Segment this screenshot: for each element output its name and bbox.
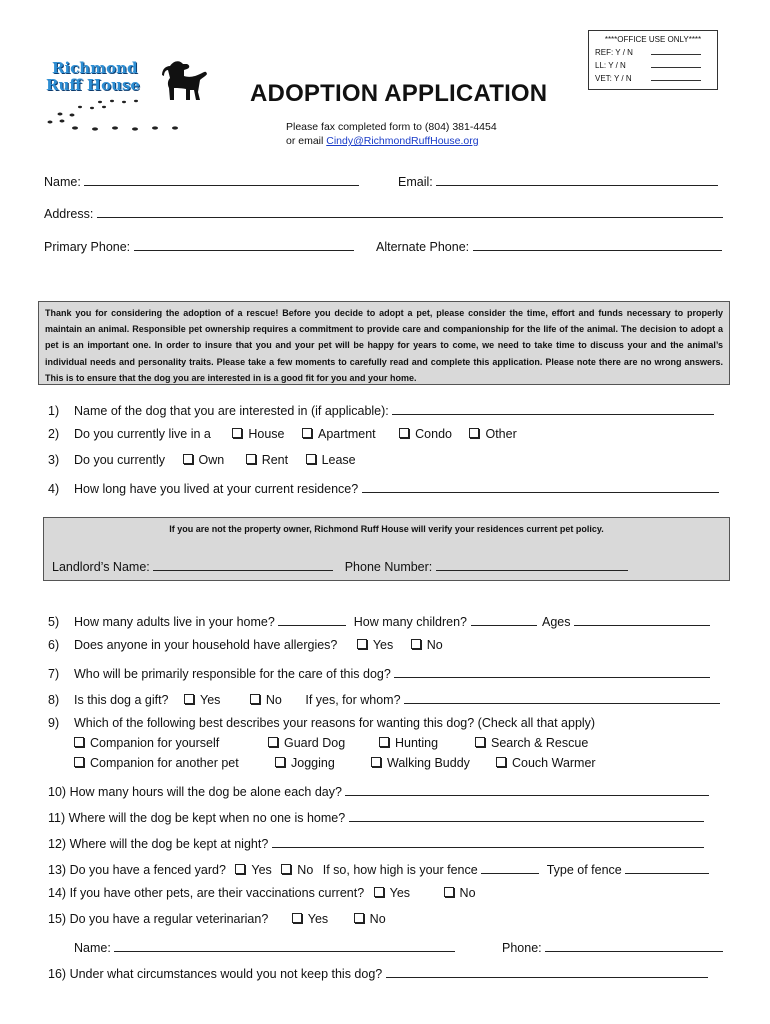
vet-name-input[interactable] [114,938,455,952]
checkbox-icon [306,454,316,464]
gift-no[interactable]: No [250,693,282,707]
question-14: 14) If you have other pets, are their vaccinations current? Yes No [48,886,476,900]
office-ll-line[interactable] [651,59,701,68]
pawprints-icon [40,98,200,138]
email-line: or email Cindy@RichmondRuffHouse.org [286,135,479,147]
question-15: 15) Do you have a regular veterinarian? Yes No [48,912,386,926]
checkbox-icon [411,639,421,649]
reason-companion-pet[interactable]: Companion for another pet [74,756,275,770]
landlord-name-input[interactable] [153,557,333,571]
kept-alone-input[interactable] [349,808,704,822]
office-vet-row: VET: Y / N [595,72,711,85]
question-12: 12) Where will the dog be kept at night? [48,834,704,851]
option-apartment[interactable]: Apartment [302,427,376,441]
checkbox-icon [302,428,312,438]
office-ref-line[interactable] [651,46,701,55]
checkbox-icon [379,737,389,747]
checkbox-icon [281,864,291,874]
checkbox-icon [184,694,194,704]
gift-yes[interactable]: Yes [184,693,220,707]
caretaker-input[interactable] [394,664,710,678]
dog-name-input[interactable] [392,401,714,415]
checkbox-icon [469,428,479,438]
option-condo[interactable]: Condo [399,427,452,441]
question-9: 9) Which of the following best describes your reasons for wanting this dog? (Check all that apply) [48,716,596,730]
question-7: 7) Who will be primarily responsible for the care of this dog? [48,664,710,681]
question-8: 8) Is this dog a gift? Yes No If yes, for whom? [48,690,720,707]
hours-alone-input[interactable] [345,782,709,796]
question-13: 13) Do you have a fenced yard? Yes No If so, how high is your fence Type of fence [48,860,709,877]
gift-for-input[interactable] [404,690,720,704]
question-2: 2) Do you currently live in a House Apartment Condo Other [48,427,517,441]
landlord-phone-input[interactable] [436,557,628,571]
landlord-box [43,517,730,581]
checkbox-icon [496,757,506,767]
page-title: ADOPTION APPLICATION [250,80,548,107]
vet-yes[interactable]: Yes [292,912,328,926]
residence-duration-input[interactable] [362,479,719,493]
email-field: Email: [398,172,718,189]
fence-no[interactable]: No [281,863,313,877]
reason-guard-dog[interactable]: Guard Dog [268,736,379,750]
question-4: 4) How long have you lived at your current residence? [48,479,719,496]
name-input[interactable] [84,172,359,186]
option-house[interactable]: House [232,427,284,441]
office-use-box [588,30,718,90]
checkbox-icon [268,737,278,747]
allergies-no[interactable]: No [411,638,443,652]
checkbox-icon [246,454,256,464]
question-5: 5) How many adults live in your home? How many children? Ages [48,612,710,629]
checkbox-icon [292,913,302,923]
checkbox-icon [374,887,384,897]
checkbox-icon [232,428,242,438]
address-field: Address: [44,204,723,221]
adults-input[interactable] [278,612,346,626]
question-6: 6) Does anyone in your household have allergies? Yes No [48,638,443,652]
question-3: 3) Do you currently Own Rent Lease [48,453,356,467]
address-input[interactable] [97,204,723,218]
reason-couch-warmer[interactable]: Couch Warmer [496,756,596,770]
checkbox-icon [74,737,84,747]
reason-walking-buddy[interactable]: Walking Buddy [371,756,496,770]
office-vet-line[interactable] [651,72,701,81]
landlord-fields: Landlord’s Name: Phone Number: [52,557,628,574]
reason-hunting[interactable]: Hunting [379,736,475,750]
logo-text-line1: Richmond [52,59,138,77]
primary-phone-input[interactable] [134,237,354,251]
name-field: Name: [44,172,359,189]
fence-yes[interactable]: Yes [235,863,271,877]
office-use-header: ****OFFICE USE ONLY**** [604,35,702,44]
logo-text-line2: Ruff House [46,76,140,94]
intro-box [38,301,730,385]
ages-input[interactable] [574,612,710,626]
question-10: 10) How many hours will the dog be alone each day? [48,782,709,799]
office-ll-row: LL: Y / N [595,59,711,72]
checkbox-icon [275,757,285,767]
checkbox-icon [371,757,381,767]
circumstances-input[interactable] [386,964,708,978]
checkbox-icon [183,454,193,464]
vet-name-field: Name: [74,938,455,955]
option-own[interactable]: Own [183,453,225,467]
checkbox-icon [475,737,485,747]
alternate-phone-input[interactable] [473,237,722,251]
checkbox-icon [444,887,454,897]
checkbox-icon [74,757,84,767]
checkbox-icon [354,913,364,923]
fax-instructions [286,120,497,148]
option-other[interactable]: Other [469,427,516,441]
alternate-phone-field: Alternate Phone: [376,237,722,254]
vaccinations-yes[interactable]: Yes [374,886,410,900]
allergies-yes[interactable]: Yes [357,638,393,652]
logo [40,50,200,142]
q9-row-1 [74,736,588,750]
option-rent[interactable]: Rent [246,453,288,467]
vaccinations-no[interactable]: No [444,886,476,900]
fence-type-input[interactable] [625,860,709,874]
question-1: 1) Name of the dog that you are interested in (if applicable): [48,401,714,418]
fax-line: Please fax completed form to (804) 381-4454 [286,121,497,133]
vet-no[interactable]: No [354,912,386,926]
dog-icon [140,54,210,104]
checkbox-icon [235,864,245,874]
email-input[interactable] [436,172,718,186]
question-11: 11) Where will the dog be kept when no one is home? [48,808,704,825]
vet-phone-input[interactable] [545,938,723,952]
fence-height-input[interactable] [481,860,539,874]
landlord-note: If you are not the property owner, Richmond Ruff House will verify your residences current pet policy. [169,524,604,534]
checkbox-icon [399,428,409,438]
vet-phone-field: Phone: [502,938,723,955]
reason-companion-self[interactable]: Companion for yourself [74,736,268,750]
children-input[interactable] [471,612,537,626]
email-link[interactable]: Cindy@RichmondRuffHouse.org [326,135,479,147]
primary-phone-field: Primary Phone: [44,237,354,254]
reason-jogging[interactable]: Jogging [275,756,371,770]
checkbox-icon [357,639,367,649]
intro-text: Thank you for considering the adoption of a rescue! Before you decide to adopt a pet, please consider the time, effort and funds necessary to properly maintain an animal. Responsible pet ownership requires a commitment to provide care and companionship for the life of the animal. The decision to adopt a pet is an important one. In order to insure that you and your pet will be happy for years to come, we need to take time to discuss your and the animal’s individual needs and personality traits. Please take a few moments to carefully read and complete this application. Please note there are no wrong answers. This is to ensure that the dog you are interested in is a good fit for you and your home. [45,308,723,383]
q9-row-2 [74,756,596,770]
option-lease[interactable]: Lease [306,453,356,467]
reason-search-rescue[interactable]: Search & Rescue [475,736,588,750]
question-16: 16) Under what circumstances would you not keep this dog? [48,964,708,981]
checkbox-icon [250,694,260,704]
office-ref-row: REF: Y / N [595,46,711,59]
kept-night-input[interactable] [272,834,704,848]
